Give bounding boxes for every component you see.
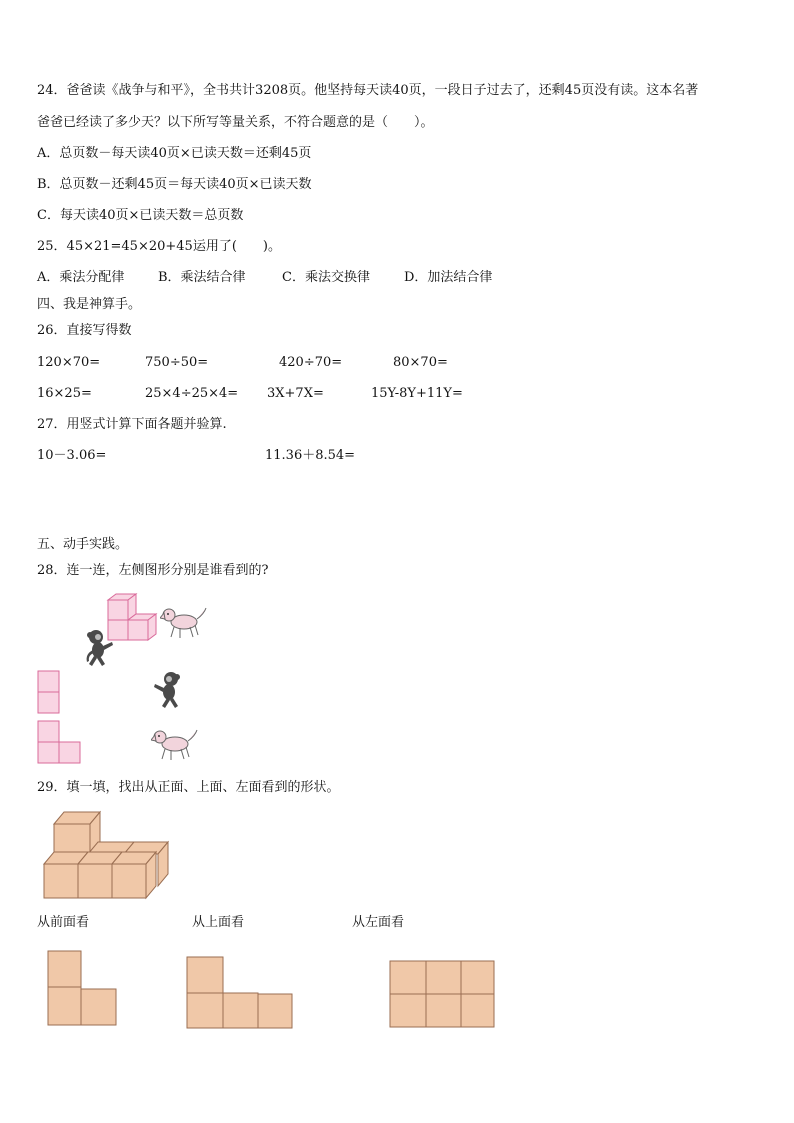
q24-option-c: C．每天读40页×已读天数＝总页数: [37, 208, 244, 223]
q25-text: 25．45×21=45×20+45运用了( )。: [37, 239, 281, 254]
q26-item: 15Y-8Y+11Y=: [371, 386, 463, 401]
q25-option-a: A．乘法分配律: [37, 270, 125, 285]
monkey-icon: [152, 670, 184, 710]
q25-option-b: B．乘法结合律: [158, 270, 246, 285]
q29-title: 29．填一填，找出从正面、上面、左面看到的形状。: [37, 780, 340, 795]
q29-label-left: 从左面看: [352, 915, 405, 930]
q28-title: 28．连一连，左侧图形分别是谁看到的?: [37, 563, 269, 578]
monkey-icon: [83, 628, 115, 668]
q26-item: 3X+7X=: [267, 386, 324, 401]
q29-shape-top-view: [186, 956, 294, 1030]
q26-item: 16×25=: [37, 386, 92, 401]
q26-item: 25×4÷25×4=: [145, 386, 239, 401]
q29-label-top: 从上面看: [192, 915, 245, 930]
q26-item: 80×70=: [393, 355, 448, 370]
q24-option-a: A．总页数－每天读40页×已读天数＝还剩45页: [37, 146, 312, 161]
q29-label-front: 从前面看: [37, 915, 90, 930]
q26-item: 750÷50=: [145, 355, 209, 370]
q24-text-line1: 24．爸爸读《战争与和平》，全书共计3208页。他坚持每天读40页，一段日子过去了，还剩45页没有读。这本名著: [37, 83, 699, 98]
section-5-title: 五、动手实践。: [37, 537, 129, 552]
q28-shape-l-three: [37, 720, 83, 764]
dog-icon: [151, 726, 199, 762]
q29-shape-front-view: [47, 950, 119, 1028]
q27-title: 27．用竖式计算下面各题并验算.: [37, 417, 227, 432]
q26-item: 120×70=: [37, 355, 101, 370]
q28-shape-vertical-two: [37, 670, 61, 714]
q27-item: 11.36＋8.54=: [265, 448, 356, 463]
dog-icon: [160, 604, 208, 640]
q25-option-c: C．乘法交换律: [282, 270, 370, 285]
q27-item: 10－3.06=: [37, 448, 107, 463]
q24-text-line2: 爸爸已经读了多少天？以下所写等量关系，不符合题意的是（ ）。: [37, 115, 434, 130]
q29-cube-figure: [42, 808, 172, 902]
section-4-title: 四、我是神算手。: [37, 297, 142, 312]
q25-option-d: D．加法结合律: [404, 270, 493, 285]
q29-shape-left-view: [389, 960, 497, 1030]
q26-item: 420÷70=: [279, 355, 343, 370]
q24-option-b: B．总页数－还剩45页＝每天读40页×已读天数: [37, 177, 312, 192]
q26-title: 26．直接写得数: [37, 323, 132, 338]
